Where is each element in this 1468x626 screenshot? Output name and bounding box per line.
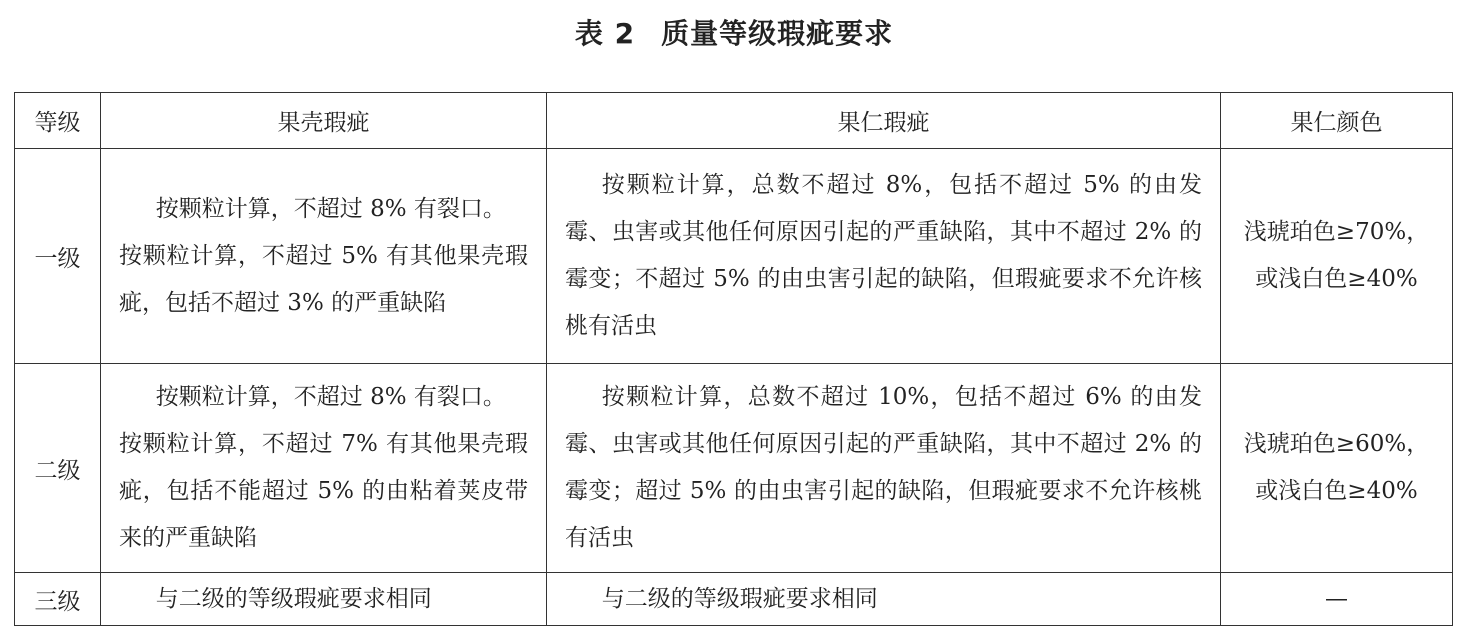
kernel-same-text: 与二级的等级瑕疵要求相同 [601,586,878,612]
level-cell: 一级 [15,149,101,364]
kernel-defects-cell [547,364,1221,573]
kernel-defects-cell [547,573,1221,626]
color-white-text: 或浅白色≥40% [1255,478,1418,504]
shell-crack-text: 按颗粒计算，不超过 8% 有裂口。 [155,384,506,410]
header-level: 等级 [15,93,101,149]
kernel-color-cell [1221,149,1453,364]
header-kernel-color: 果仁颜色 [1221,93,1453,149]
header-shell-defects: 果壳瑕疵 [101,93,547,149]
header-row [15,93,1453,149]
kernel-defects-text: 按颗粒计算，总数不超过 8%，包括不超过 5% 的由发霉、虫害或其他任何原因引起的严重缺陷，其中不超过 2% 的霉变；不超过 5% 的由虫害引起的缺陷，但瑕疵要求不允许核桃有活虫 [565,172,1202,339]
table-number: 表 2 [574,17,636,50]
shell-other-text: 按颗粒计算，不超过 5% 有其他果壳瑕疵，包括不超过 3% 的严重缺陷 [119,242,528,316]
shell-same-text: 与二级的等级瑕疵要求相同 [155,586,432,612]
table-caption [0,14,1468,54]
color-amber-text: 浅琥珀色≥70%， [1243,219,1430,245]
color-white-text: 或浅白色≥40% [1255,266,1418,292]
table-row [15,573,1453,626]
kernel-color-cell [1221,364,1453,573]
level-cell: 三级 [15,573,101,626]
table-row [15,149,1453,364]
color-amber-text: 浅琥珀色≥60%， [1243,431,1430,457]
shell-other-text: 按颗粒计算，不超过 7% 有其他果壳瑕疵，包括不能超过 5% 的由粘着荚皮带来的严重缺陷 [119,431,528,551]
kernel-color-cell [1221,573,1453,626]
shell-crack-text: 按颗粒计算，不超过 8% 有裂口。 [155,195,506,222]
level-cell: 二级 [15,364,101,573]
kernel-defects-text: 按颗粒计算，总数不超过 10%，包括不超过 6% 的由发霉、虫害或其他任何原因引起的严重缺陷，其中不超过 2% 的霉变；超过 5% 的由虫害引起的缺陷，但瑕疵要求不允许核桃有活虫 [565,384,1202,551]
header-kernel-defects: 果仁瑕疵 [547,93,1221,149]
color-dash-text: — [1325,585,1348,612]
table-title: 质量等级瑕疵要求 [661,17,894,50]
shell-defects-cell [101,573,547,626]
shell-defects-cell [101,364,547,573]
shell-defects-cell [101,149,547,364]
table-row [15,364,1453,573]
kernel-defects-cell [547,149,1221,364]
quality-grade-table [14,92,1453,626]
